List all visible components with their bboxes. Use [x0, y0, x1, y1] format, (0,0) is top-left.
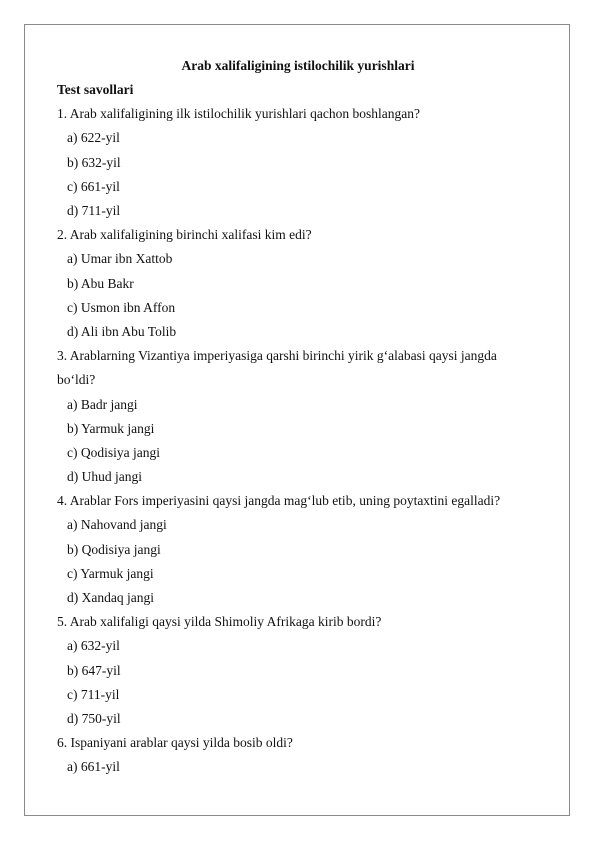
answer-option: d) 750-yil: [67, 710, 121, 726]
question-block: [57, 344, 537, 489]
answer-option: b) Qodisiya jangi: [67, 541, 161, 557]
answer-option: b) 632-yil: [67, 154, 121, 170]
question-text: 5. Arab xalifaligi qaysi yilda Shimoliy Afrikaga kirib bordi?: [57, 614, 382, 630]
question-text: 4. Arablar Fors imperiyasini qaysi jangda mag‘lub etib, uning poytaxtini egalladi?: [57, 493, 501, 509]
document-title: Arab xalifaligining istilochilik yurishlari: [181, 58, 415, 73]
answer-option: a) Badr jangi: [67, 396, 138, 412]
answer-option: d) Xandaq jangi: [67, 590, 154, 606]
question-text: 3. Arablarning Vizantiya imperiyasiga qarshi birinchi yirik g‘alabasi qaysi jangda bo‘ldi?: [57, 348, 497, 388]
answer-option: d) Uhud jangi: [67, 469, 142, 485]
question-block: [57, 731, 537, 779]
answer-option: c) Qodisiya jangi: [67, 444, 160, 460]
question-block: [57, 610, 537, 731]
answer-option: a) 661-yil: [67, 759, 120, 775]
question-text: 6. Ispaniyani arablar qaysi yilda bosib oldi?: [57, 735, 293, 751]
question-text: 2. Arab xalifaligining birinchi xalifasi kim edi?: [57, 227, 312, 243]
question-list: [57, 102, 537, 779]
question-text: 1. Arab xalifaligining ilk istilochilik yurishlari qachon boshlangan?: [57, 106, 420, 122]
answer-option: b) Yarmuk jangi: [67, 420, 155, 436]
question-block: [57, 102, 537, 223]
answer-option: a) Nahovand jangi: [67, 517, 167, 533]
answer-option: c) Usmon ibn Affon: [67, 299, 176, 315]
answer-option: a) Umar ibn Xattob: [67, 251, 173, 267]
question-block: [57, 223, 537, 344]
answer-option: a) 632-yil: [67, 638, 120, 654]
question-block: [57, 489, 537, 610]
answer-option: c) 711-yil: [67, 686, 120, 702]
answer-option: c) 661-yil: [67, 178, 120, 194]
answer-option: a) 622-yil: [67, 130, 120, 146]
answer-option: b) 647-yil: [67, 662, 121, 678]
answer-option: d) Ali ibn Abu Tolib: [67, 323, 177, 339]
section-heading: Test savollari: [57, 82, 134, 97]
answer-option: d) 711-yil: [67, 202, 121, 218]
document-body: [57, 78, 537, 780]
answer-option: c) Yarmuk jangi: [67, 565, 154, 581]
answer-option: b) Abu Bakr: [67, 275, 134, 291]
